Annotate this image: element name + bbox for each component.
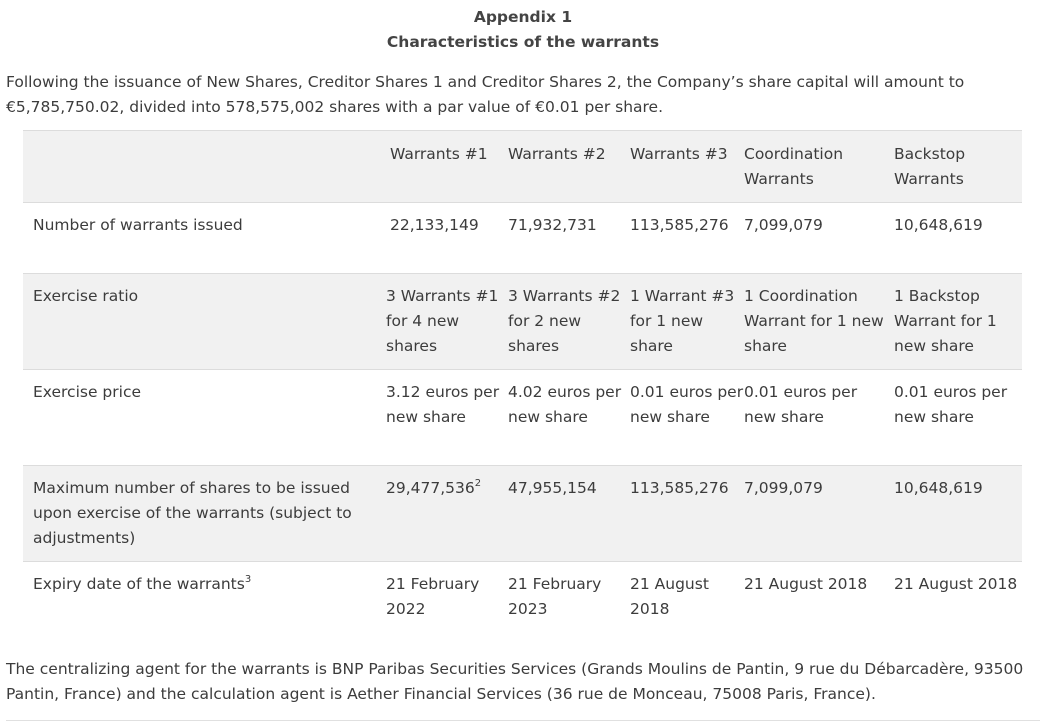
table-header-row bbox=[23, 131, 1022, 203]
row-label: Number of warrants issued bbox=[23, 203, 386, 274]
table-cell: 113,585,276 bbox=[630, 203, 744, 274]
column-header: Coordination Warrants bbox=[744, 131, 894, 203]
table-cell: 47,955,154 bbox=[508, 466, 630, 562]
intro-paragraph: Following the issuance of New Shares, Creditor Shares 1 and Creditor Shares 2, the Company’s share capital will amount to €5,785,750.02, divided into 578,575,002 shares with a par value of €0.01 per share. bbox=[6, 73, 965, 116]
bottom-divider bbox=[6, 720, 1040, 721]
table-cell: 1 Warrant #3 for 1 new share bbox=[630, 274, 744, 370]
table-cell: 3 Warrants #2 for 2 new shares bbox=[508, 274, 630, 370]
footnote-marker: 2 bbox=[474, 478, 482, 489]
table-cell: 21 February 2023 bbox=[508, 562, 630, 628]
row-label: Exercise ratio bbox=[23, 274, 386, 370]
table-cell: 10,648,619 bbox=[894, 466, 1022, 562]
column-header: Backstop Warrants bbox=[894, 131, 1022, 203]
table-cell: 21 February 2022 bbox=[386, 562, 508, 628]
table-row bbox=[23, 562, 1022, 628]
table-cell: 21 August 2018 bbox=[894, 562, 1022, 628]
footer-paragraph: The centralizing agent for the warrants is BNP Paribas Securities Services (Grands Moulins de Pantin, 9 rue du Débarcadère, 93500 Pantin, France) and the calculation agent is Aether Financial Services (36 rue de Monceau, 75008 Paris, France). bbox=[6, 660, 1024, 703]
row-label: Exercise price bbox=[23, 370, 386, 466]
column-header: Warrants #2 bbox=[508, 131, 630, 203]
appendix-title: Appendix 1 bbox=[473, 8, 573, 26]
table-cell: 10,648,619 bbox=[894, 203, 1022, 274]
table-row bbox=[23, 466, 1022, 562]
table-cell bbox=[386, 466, 508, 562]
table-cell: 7,099,079 bbox=[744, 466, 894, 562]
column-header-empty bbox=[23, 131, 386, 203]
table-cell: 7,099,079 bbox=[744, 203, 894, 274]
table-row bbox=[23, 203, 1022, 274]
warrants-table bbox=[23, 130, 1022, 627]
table-row bbox=[23, 370, 1022, 466]
table-cell: 21 August 2018 bbox=[630, 562, 744, 628]
row-label bbox=[23, 562, 386, 628]
table-cell: 3.12 euros per new share bbox=[386, 370, 508, 466]
table-cell: 113,585,276 bbox=[630, 466, 744, 562]
table-row bbox=[23, 274, 1022, 370]
table-cell: 4.02 euros per new share bbox=[508, 370, 630, 466]
cell-value: 29,477,536 bbox=[386, 479, 475, 497]
footnote-marker: 3 bbox=[244, 574, 252, 585]
table-cell: 1 Coordination Warrant for 1 new share bbox=[744, 274, 894, 370]
row-label: Maximum number of shares to be issued upon exercise of the warrants (subject to adjustments) bbox=[23, 466, 386, 562]
table-cell: 0.01 euros per new share bbox=[630, 370, 744, 466]
table-cell: 1 Backstop Warrant for 1 new share bbox=[894, 274, 1022, 370]
table-cell: 0.01 euros per new share bbox=[744, 370, 894, 466]
column-header: Warrants #3 bbox=[630, 131, 744, 203]
table-cell: 3 Warrants #1 for 4 new shares bbox=[386, 274, 508, 370]
row-label-text: Expiry date of the warrants bbox=[33, 575, 245, 593]
table-cell: 0.01 euros per new share bbox=[894, 370, 1022, 466]
table-cell: 21 August 2018 bbox=[744, 562, 894, 628]
column-header: Warrants #1 bbox=[386, 131, 508, 203]
table-cell: 22,133,149 bbox=[386, 203, 508, 274]
table-cell: 71,932,731 bbox=[508, 203, 630, 274]
appendix-subtitle: Characteristics of the warrants bbox=[386, 33, 660, 51]
